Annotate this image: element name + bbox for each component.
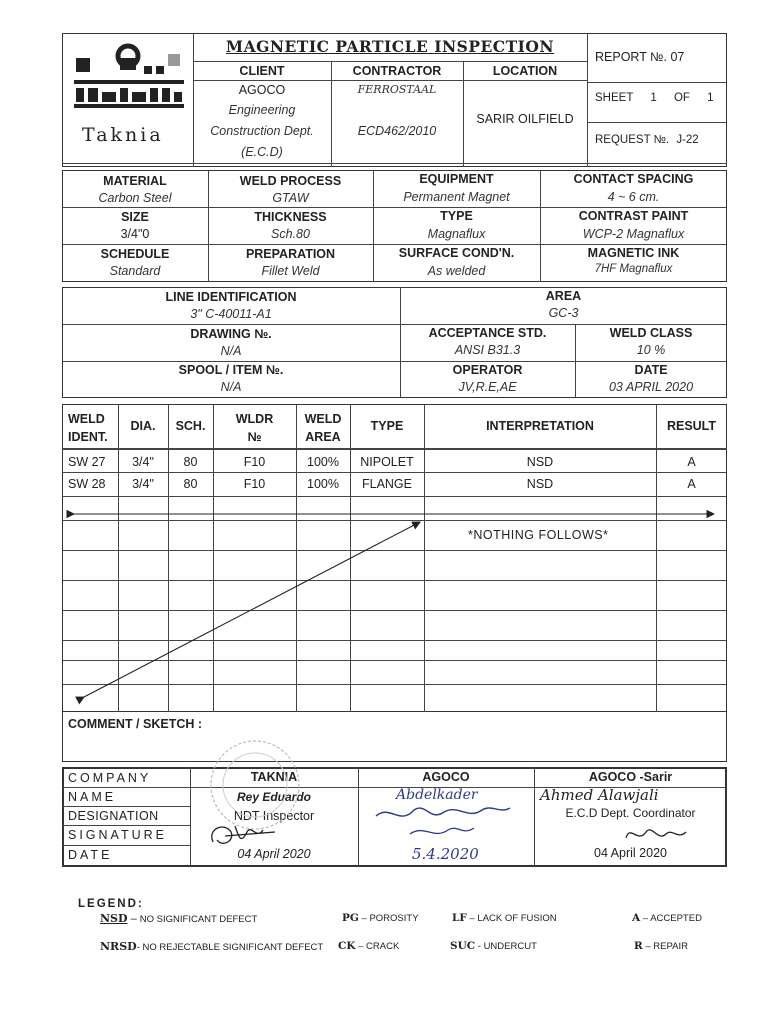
client-line-3: Construction Dept. xyxy=(210,124,314,138)
cell-weld-ident: SW 28 xyxy=(68,477,106,491)
col-interpretation: INTERPRETATION xyxy=(486,419,594,433)
legend-code: A xyxy=(632,912,641,924)
cell-dia: 3/4" xyxy=(132,477,154,491)
material-label: MATERIAL xyxy=(103,174,167,188)
weld-process-label: WELD PROCESS xyxy=(239,174,342,188)
cell-type: FLANGE xyxy=(361,477,412,491)
legend-separator: - xyxy=(475,941,484,952)
cell-wldr: F10 xyxy=(243,477,266,491)
legend-separator: - xyxy=(136,942,143,953)
acceptance-label: ACCEPTANCE STD. xyxy=(428,326,547,340)
preparation-value: Fillet Weld xyxy=(261,264,320,278)
schedule-value: Standard xyxy=(109,264,161,278)
contrast-paint-label: CONTRAST PAINT xyxy=(578,209,689,223)
agoco-sarir-signature xyxy=(620,818,690,848)
legend-text: UNDERCUT xyxy=(483,941,537,952)
nothing-follows: *NOTHING FOLLOWS* xyxy=(468,528,609,542)
client-line-2: Engineering xyxy=(228,103,296,117)
col-weld-ident: WELD IDENT. xyxy=(68,412,108,444)
legend-item xyxy=(100,912,257,925)
cell-weld-ident: SW 27 xyxy=(68,455,106,469)
operator-value: JV,R.E,AE xyxy=(458,380,517,394)
legend-text: POROSITY xyxy=(369,913,419,924)
comment-label: COMMENT / SKETCH : xyxy=(68,717,203,731)
legend-code: CK xyxy=(338,940,356,952)
agoco-company: AGOCO xyxy=(422,770,470,784)
date-value: 03 APRIL 2020 xyxy=(608,380,694,394)
label-signature: SIGNATURE xyxy=(68,828,167,842)
cell-sch: 80 xyxy=(183,455,198,469)
sheet-label: SHEET xyxy=(595,92,634,104)
equipment-value: Permanent Magnet xyxy=(403,190,510,204)
legend-separator: – xyxy=(466,913,478,924)
legend-code: SUC xyxy=(450,940,476,952)
weld-class-value: 10 % xyxy=(636,343,666,357)
col-result: RESULT xyxy=(666,419,717,433)
legend-code: LF xyxy=(452,912,467,924)
request-number xyxy=(595,134,699,146)
legend-item xyxy=(342,912,419,924)
legend-code: PG xyxy=(342,912,359,924)
page-title: MAGNETIC PARTICLE INSPECTION xyxy=(225,37,555,56)
spool-value: N/A xyxy=(220,380,242,394)
date-label: DATE xyxy=(634,363,668,377)
agoco-sarir-designation: E.C.D Dept. Coordinator xyxy=(565,806,696,820)
cell-sch: 80 xyxy=(183,477,198,491)
logo-text: Taknia xyxy=(82,124,164,146)
legend-item xyxy=(450,940,537,952)
legend-item xyxy=(338,940,399,952)
contractor-ref: ECD462/2010 xyxy=(357,124,437,138)
agoco-sarir-company: AGOCO -Sarir xyxy=(588,770,673,784)
legend-text: CRACK xyxy=(366,941,400,952)
surface-cond-label: SURFACE COND'N. xyxy=(398,246,515,260)
of-label: OF xyxy=(673,92,690,104)
taknia-company: TAKNIA xyxy=(250,770,298,784)
report-label: REPORT №. xyxy=(595,50,667,64)
magnetic-ink-label: MAGNETIC INK xyxy=(587,246,680,260)
weld-process-value: GTAW xyxy=(272,191,309,205)
acceptance-value: ANSI B31.3 xyxy=(454,343,521,357)
sheet-value: 1 xyxy=(650,92,657,104)
legend-text: NO REJECTABLE SIGNIFICANT DEFECT xyxy=(142,942,324,953)
type-value: Magnaflux xyxy=(427,227,486,241)
legend-separator: – xyxy=(127,913,140,925)
thickness-label: THICKNESS xyxy=(254,210,327,224)
client-label: CLIENT xyxy=(239,64,285,78)
cell-interpretation: NSD xyxy=(526,477,554,491)
taknia-designation: NDT Inspector xyxy=(233,809,315,823)
area-label: AREA xyxy=(545,289,582,303)
schedule-label: SCHEDULE xyxy=(100,247,170,261)
location-value: SARIR OILFIELD xyxy=(476,112,574,126)
taknia-name: Rey Eduardo xyxy=(236,790,311,804)
label-company: COMPANY xyxy=(68,771,152,785)
agoco-signature xyxy=(370,800,520,848)
cell-type: NIPOLET xyxy=(360,455,414,469)
request-label: REQUEST №. xyxy=(595,134,670,146)
col-type: TYPE xyxy=(370,419,404,433)
thickness-value: Sch.80 xyxy=(271,227,310,241)
operator-label: OPERATOR xyxy=(452,363,523,377)
legend-separator: – xyxy=(358,913,370,924)
legend-text: REPAIR xyxy=(653,941,688,952)
taknia-logo xyxy=(70,40,188,148)
legend-text: ACCEPTED xyxy=(650,913,702,924)
contact-spacing-label: CONTACT SPACING xyxy=(573,172,694,186)
size-label: SIZE xyxy=(121,210,149,224)
legend-item xyxy=(634,940,688,952)
legend-title: LEGEND: xyxy=(78,898,144,910)
location-label: LOCATION xyxy=(492,64,558,78)
client-line-4: (E.C.D) xyxy=(241,145,283,159)
cell-wldr: F10 xyxy=(243,455,266,469)
magnetic-ink-value: 7HF Magnaflux xyxy=(594,263,673,275)
drawing-label: DRAWING №. xyxy=(190,327,272,341)
legend-text: NO SIGNIFICANT DEFECT xyxy=(139,914,258,925)
legend-item xyxy=(632,912,702,924)
legend-code: NSD xyxy=(100,912,128,925)
drawing-value: N/A xyxy=(220,344,242,358)
company-stamp xyxy=(190,735,320,835)
weld-class-label: WELD CLASS xyxy=(609,326,693,340)
request-value: J-22 xyxy=(676,134,699,146)
legend-code: NRSD xyxy=(100,940,137,953)
diagonal-void-arrow xyxy=(84,522,420,697)
material-value: Carbon Steel xyxy=(98,191,172,205)
area-value: GC-3 xyxy=(548,306,579,320)
contrast-paint-value: WCP-2 Magnaflux xyxy=(582,227,685,241)
legend-item xyxy=(452,912,557,924)
cell-result: A xyxy=(687,477,696,491)
agoco-date: 5.4.2020 xyxy=(412,845,479,863)
legend-separator: – xyxy=(640,913,651,924)
line-id-label: LINE IDENTIFICATION xyxy=(165,290,297,304)
legend-text: LACK OF FUSION xyxy=(477,913,557,924)
col-dia: DIA. xyxy=(130,419,156,433)
legend-separator: – xyxy=(355,941,367,952)
col-wldr: WLDR № xyxy=(235,412,274,444)
col-weld-area: WELD AREA xyxy=(304,412,342,444)
size-value: 3/4"0 xyxy=(120,227,150,241)
taknia-date: 04 April 2020 xyxy=(237,847,311,861)
preparation-label: PREPARATION xyxy=(245,247,336,261)
cell-weld-area: 100% xyxy=(307,477,339,491)
contractor-value: FERROSTAAL xyxy=(357,83,437,96)
agoco-sarir-date: 04 April 2020 xyxy=(594,846,667,860)
col-sch: SCH. xyxy=(175,419,206,433)
cell-weld-area: 100% xyxy=(307,455,339,469)
label-name: NAME xyxy=(68,790,117,804)
client-line-1: AGOCO xyxy=(238,83,286,97)
type-label: TYPE xyxy=(440,209,473,223)
sheet-number xyxy=(595,92,714,104)
legend-code: R xyxy=(634,940,643,952)
line-id-value: 3" C-40011-A1 xyxy=(190,307,272,321)
surface-cond-value: As welded xyxy=(427,264,486,278)
agoco-name: Abdelkader xyxy=(396,787,478,803)
spool-label: SPOOL / ITEM №. xyxy=(178,363,284,377)
legend-separator: – xyxy=(642,941,654,952)
label-date: DATE xyxy=(68,848,113,862)
agoco-sarir-name: Ahmed Alawjali xyxy=(540,786,659,804)
sheet-total: 1 xyxy=(707,92,714,104)
contractor-label: CONTRACTOR xyxy=(352,64,442,78)
contact-spacing-value: 4 ~ 6 cm. xyxy=(607,190,660,204)
cell-result: A xyxy=(687,455,696,469)
cell-dia: 3/4" xyxy=(132,455,154,469)
report-number xyxy=(595,50,684,64)
label-designation: DESIGNATION xyxy=(68,809,159,823)
equipment-label: EQUIPMENT xyxy=(419,172,494,186)
void-arrows xyxy=(62,404,727,712)
report-value: 07 xyxy=(670,50,685,64)
legend-item xyxy=(100,940,323,953)
cell-interpretation: NSD xyxy=(526,455,554,469)
taknia-logo-mark xyxy=(70,40,188,110)
